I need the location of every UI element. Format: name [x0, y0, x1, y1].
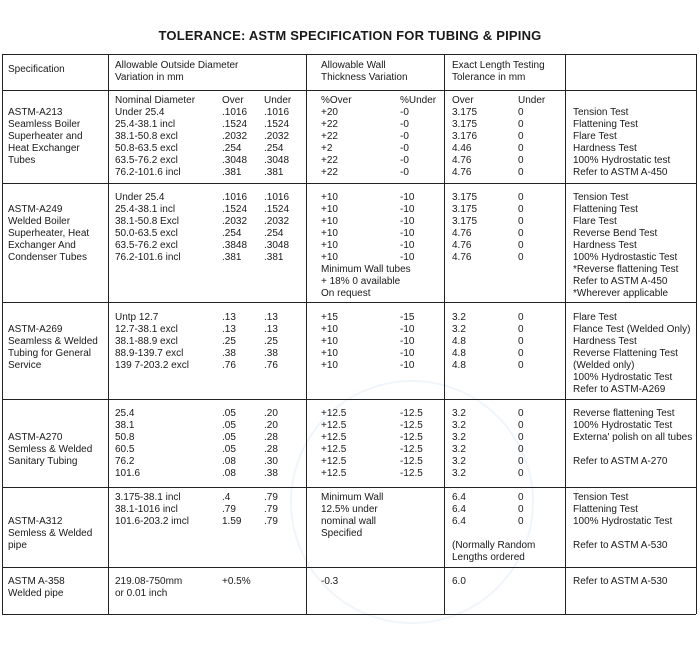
length-under-list: 0 0 0 0 0 0	[518, 192, 524, 263]
wall-over-list: +12.5 +12.5 +12.5 +12.5 +12.5 +12.5	[321, 408, 347, 479]
tests-list: Reverse flattening Test 100% Hydrostatic Test Externa' polish on all tubes Refer to ASTM A-270	[573, 408, 693, 467]
spec-name: ASTM-A249 Welded Boiler Superheater, Heat Exchanger And Condenser Tubes	[8, 204, 90, 263]
od-under-list: .79 .79 .79	[264, 492, 278, 527]
length-over-list: 3.2 3.2 4.8 4.8 4.8	[452, 312, 466, 371]
length-under-list: 0 0 0	[518, 492, 524, 527]
length-over-list: 6.0	[452, 576, 466, 587]
tests-list: Flare Test Flance Test (Welded Only) Hardness Test Reverse Flattening Test (Welded only) 100% Hydrostatic Test Refer to ASTM-A269	[573, 312, 691, 395]
header-wall-thickness: Allowable Wall Thickness Variation	[321, 60, 408, 83]
wall-under-list: -15 -10 -10 -10 -10	[400, 312, 415, 371]
page-title: TOLERANCE: ASTM SPECIFICATION FOR TUBING & PIPING	[158, 28, 542, 43]
length-over-list: 6.4 6.4 6.4 (Normally Random Lengths ordered	[452, 492, 536, 563]
table-border-left	[2, 54, 3, 614]
nominal-diameter-list: Untp 12.7 12.7-38.1 excl 38.1-88.9 excl 88.9-139.7 excl 139 7-203.2 excl	[115, 312, 189, 371]
row-divider	[2, 487, 696, 488]
od-under-list: .20 .20 .28 .28 .30 .38	[264, 408, 278, 479]
row-divider	[2, 90, 696, 91]
wall-over-list: -0.3	[321, 576, 339, 587]
od-over-list: .4 .79 1.59	[222, 492, 242, 527]
length-over-list: 3.175 3.175 3.175 4.76 4.76 4.76	[452, 192, 478, 263]
wall-over-list: +10 +10 +10 +10 +10 +10 Minimum Wall tubes + 18% 0 available On request	[321, 192, 411, 299]
od-over-list: .1016 .1524 .2032 .254 .3848 .381	[222, 192, 248, 263]
length-under-list: Under 0 0 0 0 0 0	[518, 95, 546, 178]
tests-list: Tension Test Flattening Test 100% Hydrostatic Test Refer to ASTM A-530	[573, 492, 673, 551]
table-border-right	[696, 54, 697, 614]
nominal-diameter-list: Nominal Diameter Under 25.4 25.4-38.1 incl 38.1-50.8 excl 50.8-63.5 excl 63.5-76.2 excl 76.2-101.6 incl	[115, 95, 196, 178]
spec-name: ASTM-A270 Semless & Welded Sanitary Tubing	[8, 432, 93, 467]
od-over-list: .05 .05 .05 .05 .08 .08	[222, 408, 236, 479]
column-divider	[444, 54, 445, 614]
od-over-list: +0.5%	[222, 576, 251, 587]
spec-name: ASTM-A312 Semless & Welded pipe	[8, 516, 93, 551]
spec-name: ASTM A-358 Welded pipe	[8, 576, 65, 599]
wall-over-list: %Over +20 +22 +22 +2 +22 +22	[321, 95, 352, 178]
nominal-diameter-list: 219.08-750mm or 0.01 inch	[115, 576, 183, 599]
od-under-list: .13 .13 .25 .38 .76	[264, 312, 278, 371]
od-over-list: .13 .13 .25 .38 .76	[222, 312, 236, 371]
wall-over-list: Minimum Wall 12.5% under nominal wall Specified	[321, 492, 384, 539]
od-over-list: Over .1016 .1524 .2032 .254 .3048 .381	[222, 95, 248, 178]
header-outside-diameter: Allowable Outside Diameter Variation in mm	[115, 60, 239, 83]
nominal-diameter-list: 25.4 38.1 50.8 60.5 76.2 101.6	[115, 408, 141, 479]
tests-list: Tension Test Flattening Test Flare Test Hardness Test 100% Hydrostatic test Refer to ASTM A-450	[573, 107, 671, 178]
tests-list: Tension Test Flattening Test Flare Test Reverse Bend Test Hardness Test 100% Hydrostastic Test *Reverse flattening Test Refer to ASTM A-450 *Wherever applicable	[573, 192, 679, 299]
spec-name: ASTM-A269 Seamless & Welded Tubing for General Service	[8, 324, 98, 371]
column-divider	[306, 54, 307, 614]
wall-under-list: %Under -0 -0 -0 -0 -0 -0	[400, 95, 437, 178]
length-over-list: Over 3.175 3.175 3.176 4.46 4.76 4.76	[452, 95, 478, 178]
nominal-diameter-list: 3.175-38.1 incl 38.1-1016 incl 101.6-203.2 imcl	[115, 492, 189, 527]
length-under-list: 0 0 0 0 0 0	[518, 408, 524, 479]
nominal-diameter-list: Under 25.4 25.4-38.1 incl 38.1-50.8 Excl 50.0-63.5 excl 63.5-76.2 excl 76.2-101.6 incl	[115, 192, 181, 263]
length-over-list: 3.2 3.2 3.2 3.2 3.2 3.2	[452, 408, 466, 479]
length-under-list: 0 0 0 0 0	[518, 312, 524, 371]
row-divider	[2, 302, 696, 303]
spec-name: ASTM-A213 Seamless Boiler Superheater and Heat Exchanger Tubes	[8, 107, 83, 166]
header-specification: Specification	[8, 64, 65, 75]
od-under-list: .1016 .1524 .2032 .254 .3048 .381	[264, 192, 290, 263]
row-divider	[2, 399, 696, 400]
wall-over-list: +15 +10 +10 +10 +10	[321, 312, 338, 371]
row-divider	[2, 183, 696, 184]
column-divider	[565, 54, 566, 614]
wall-under-list: -10 -10 -10 -10 -10 -10	[400, 192, 415, 263]
wall-under-list: -12.5 -12.5 -12.5 -12.5 -12.5 -12.5	[400, 408, 423, 479]
tests-list: Refer to ASTM A-530	[573, 576, 668, 587]
header-length-tolerance: Exact Length Testing Tolerance in mm	[452, 60, 545, 83]
row-divider	[2, 567, 696, 568]
column-divider	[108, 54, 109, 614]
od-under-list: Under .1016 .1524 .2032 .254 .3048 .381	[264, 95, 292, 178]
